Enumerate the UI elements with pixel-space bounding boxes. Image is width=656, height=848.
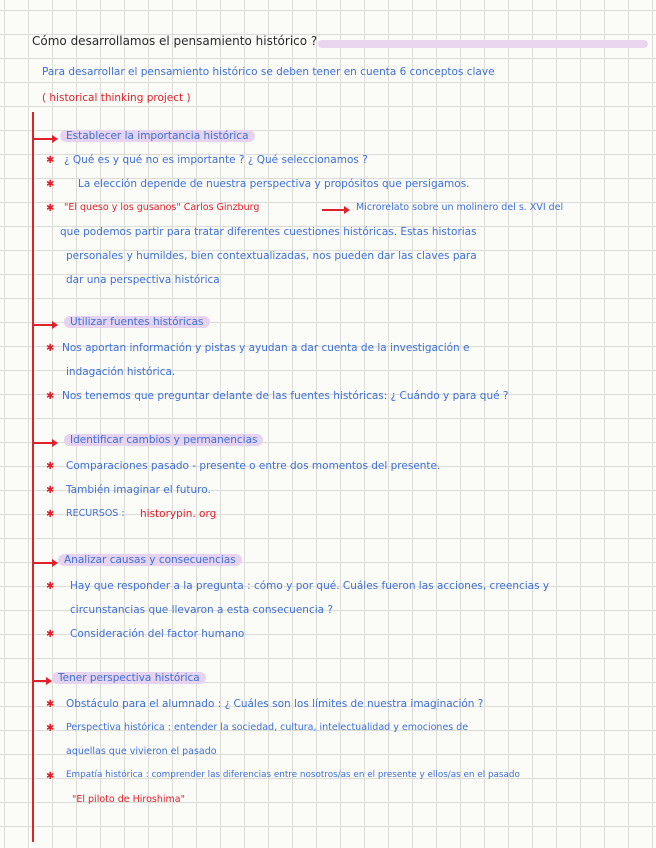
- list-item: dar una perspectiva histórica: [66, 274, 220, 286]
- title-highlight: [318, 40, 648, 48]
- section-heading-sources: Utilizar fuentes históricas: [64, 316, 210, 328]
- list-item: Consideración del factor humano: [70, 628, 245, 640]
- list-item: La elección depende de nuestra perspectiva y propósitos que persigamos.: [78, 178, 470, 190]
- bullet-star-icon: ✱: [46, 343, 55, 354]
- bullet-star-icon: ✱: [46, 461, 55, 472]
- arrow-icon: [32, 680, 48, 682]
- section-heading-perspective: Tener perspectiva histórica: [52, 672, 206, 684]
- bullet-star-icon: ✱: [46, 723, 55, 734]
- section-heading-changes: Identificar cambios y permanencias: [64, 434, 263, 446]
- arrow-icon: [32, 324, 54, 326]
- list-item: Nos aportan información y pistas y ayudan a dar cuenta de la investigación e: [62, 342, 470, 354]
- section-heading-importance: Establecer la importancia histórica: [60, 130, 255, 142]
- arrow-icon: [32, 442, 54, 444]
- list-item: ¿ Qué es y qué no es importante ? ¿ Qué seleccionamos ?: [64, 154, 368, 166]
- list-item: personales y humildes, bien contextualizadas, nos pueden dar las claves para: [66, 250, 477, 262]
- list-item: "El queso y los gusanos" Carlos Ginzburg: [64, 202, 260, 213]
- intro-text: Para desarrollar el pensamiento histórico se deben tener en cuenta 6 conceptos clave: [42, 66, 495, 78]
- list-item: Obstáculo para el alumnado : ¿ Cuáles son los límites de nuestra imaginación ?: [66, 698, 484, 710]
- bullet-star-icon: ✱: [46, 391, 55, 402]
- resource-link[interactable]: historypin. org: [140, 508, 217, 520]
- bullet-star-icon: ✱: [46, 699, 55, 710]
- arrow-icon: [32, 562, 54, 564]
- list-item: RECURSOS :: [66, 508, 125, 519]
- list-item: También imaginar el futuro.: [66, 484, 211, 496]
- list-item: indagación histórica.: [66, 366, 176, 378]
- bullet-star-icon: ✱: [46, 179, 55, 190]
- list-item: que podemos partir para tratar diferentes cuestiones históricas. Estas historias: [60, 226, 477, 238]
- list-item: Nos tenemos que preguntar delante de las fuentes históricas: ¿ Cuándo y para qué ?: [62, 390, 509, 402]
- list-item: "El piloto de Hiroshima": [72, 794, 185, 805]
- arrow-icon: [322, 209, 346, 211]
- section-heading-causes: Analizar causas y consecuencias: [58, 554, 242, 566]
- bullet-star-icon: ✱: [46, 485, 55, 496]
- bullet-star-icon: ✱: [46, 629, 55, 640]
- red-margin-line: [32, 112, 34, 842]
- list-item: Comparaciones pasado - presente o entre dos momentos del presente.: [66, 460, 441, 472]
- arrow-icon: [32, 138, 54, 140]
- list-item: circunstancias que llevaron a esta consecuencia ?: [70, 604, 333, 616]
- bullet-star-icon: ✱: [46, 155, 55, 166]
- bullet-star-icon: ✱: [46, 203, 55, 214]
- list-item: aquellas que vivieron el pasado: [66, 746, 217, 757]
- list-item: Hay que responder a la pregunta : cómo y por qué. Cuáles fueron las acciones, creencias y: [70, 580, 550, 592]
- list-item: Perspectiva histórica : entender la sociedad, cultura, intelectualidad y emociones de: [66, 722, 469, 733]
- bullet-star-icon: ✱: [46, 581, 55, 592]
- intro-red-text: ( historical thinking project ): [42, 92, 191, 104]
- bullet-star-icon: ✱: [46, 509, 55, 520]
- page-title: Cómo desarrollamos el pensamiento histórico ?: [32, 34, 318, 48]
- list-item: Empatía histórica : comprender las diferencias entre nosotros/as en el presente y ellos/as en el pasado: [66, 770, 520, 780]
- list-item: Microrelato sobre un molinero del s. XVI del: [356, 202, 564, 213]
- bullet-star-icon: ✱: [46, 771, 55, 782]
